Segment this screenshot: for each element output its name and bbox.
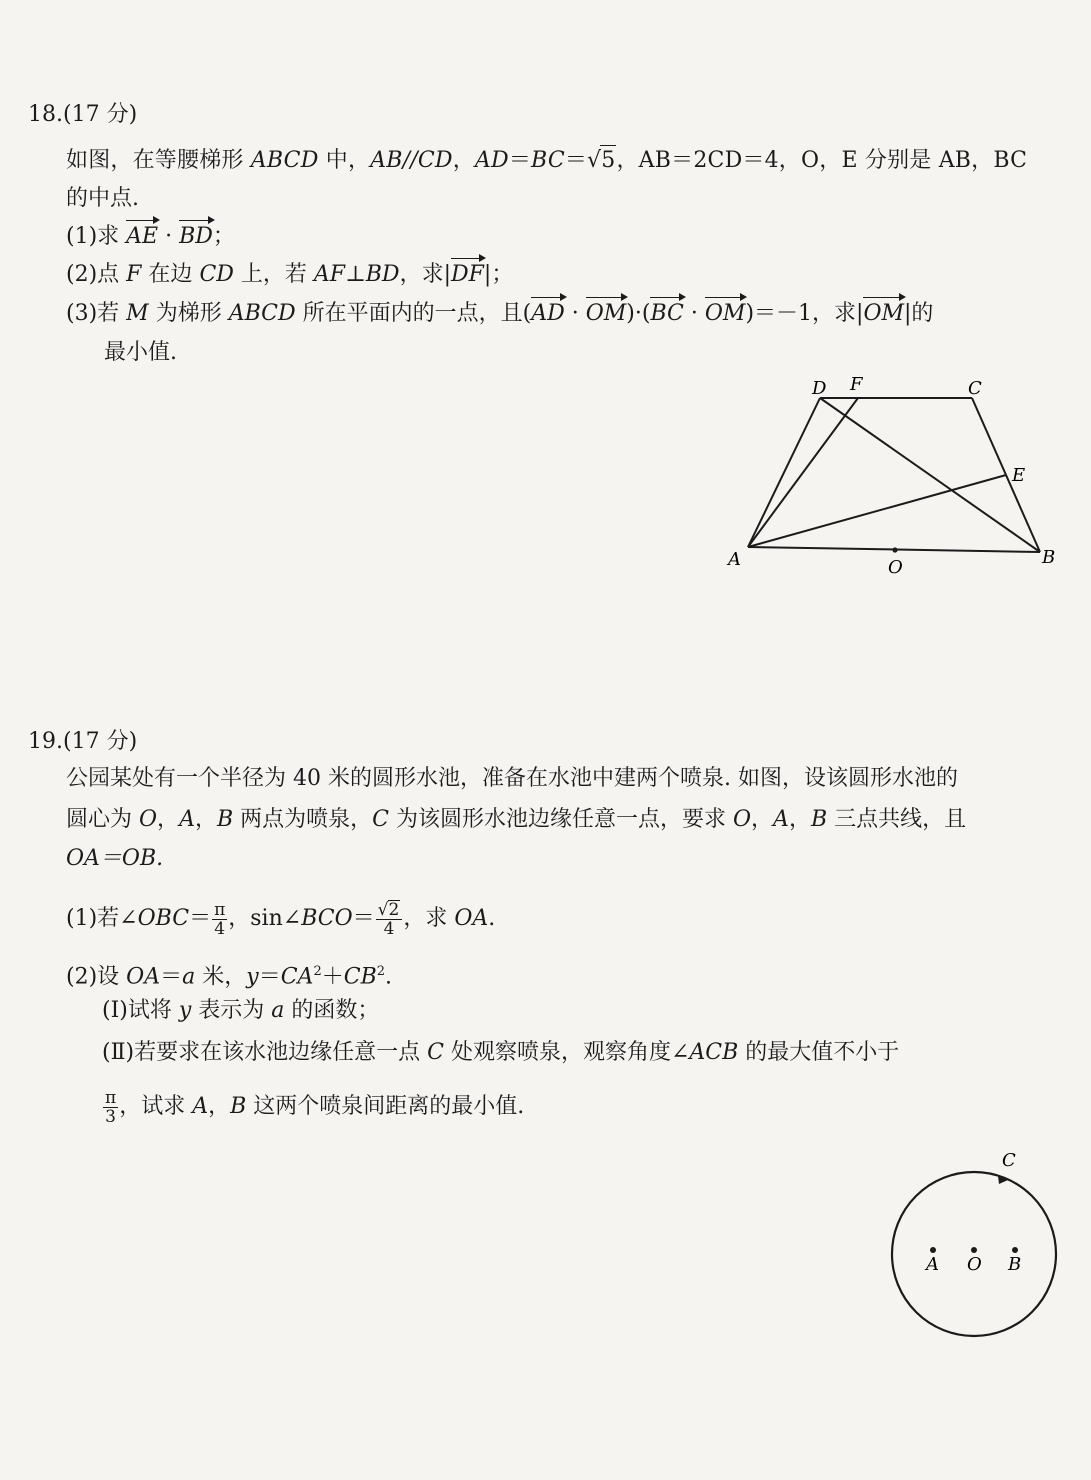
q18-text: )·(	[626, 301, 651, 326]
q19-text: ，	[751, 807, 774, 832]
vector-DF: DF	[451, 260, 484, 290]
q19-text: A	[179, 807, 195, 832]
q19-text: ＝	[352, 906, 375, 931]
label-A: A	[926, 1254, 939, 1275]
q19-part2-ii-cont	[102, 1088, 524, 1126]
q19-text: (1)若∠	[66, 906, 138, 931]
label-D: D	[812, 378, 827, 399]
q19-score: (17 分)	[63, 729, 138, 754]
q19-text: CA	[280, 964, 314, 990]
q19-part2-i	[102, 996, 379, 1026]
q18-text: F	[126, 262, 142, 287]
label-O: O	[888, 557, 903, 578]
q18-text: )＝－1，求|	[745, 301, 864, 326]
label-B: B	[1042, 547, 1056, 568]
circle-pool-figure	[880, 1140, 1070, 1350]
q19-text: 为该圆形水池边缘任意一点，要求	[388, 807, 733, 832]
q19-text: 三点共线，且	[827, 807, 967, 832]
trapezoid-figure	[700, 370, 1080, 590]
q19-text: 处观察喷泉，观察角度∠	[443, 1040, 690, 1065]
q19-text: ，	[157, 807, 180, 832]
edge-AD	[748, 398, 820, 547]
q18-text: (3)若	[66, 301, 127, 326]
q19-text: ，	[194, 807, 217, 832]
q19-text: a	[271, 998, 285, 1023]
q19-text: y	[178, 998, 192, 1023]
point-B	[1012, 1247, 1018, 1253]
q18-text: 上，若	[233, 262, 314, 287]
q19-text: OA	[126, 964, 161, 990]
q19-text: 两点为喷泉，	[233, 807, 373, 832]
q19-text: 的函数；	[284, 998, 380, 1023]
q18-text: ，	[452, 148, 475, 173]
segment-AF	[748, 398, 858, 547]
fraction-sqrt2-over-4	[376, 900, 403, 938]
q18-text: AF⊥BD	[313, 262, 400, 287]
q19-text: a	[182, 964, 196, 990]
dot-operator: ·	[158, 224, 180, 249]
fraction-pi-over-4	[212, 901, 227, 938]
q19-text: ，sin∠	[228, 906, 302, 931]
q18-stem-line2: 的中点.	[66, 186, 139, 211]
q18-part1	[66, 222, 235, 252]
q18-text: 为梯形	[148, 301, 229, 326]
label-A: A	[728, 549, 741, 570]
sqrt-radicand: 2	[388, 900, 400, 920]
dot-operator: ·	[683, 301, 705, 326]
q18-text: ＝√	[564, 148, 602, 173]
fraction-numerator	[376, 900, 403, 920]
segment-AE	[748, 475, 1006, 547]
dot-operator: ·	[564, 301, 586, 326]
q19-part1	[66, 900, 495, 938]
q19-stem-line1: 公园某处有一个半径为 40 米的圆形水池，准备在水池中建两个喷泉. 如图，设该圆形水池的	[66, 766, 958, 791]
q19-text: C	[372, 807, 389, 832]
q19-text: B	[216, 807, 234, 832]
q18-text: ，求|	[399, 262, 451, 287]
vector-BC: BC	[650, 299, 683, 329]
q19-text: ，求	[403, 906, 455, 931]
q19-text: .	[488, 906, 496, 931]
point-O	[971, 1247, 977, 1253]
label-E: E	[1012, 465, 1026, 486]
label-B: B	[1008, 1254, 1022, 1275]
q18-text: (2)点	[66, 262, 127, 287]
q18-text: 中，	[318, 148, 371, 173]
q18-part3-cont: 最小值.	[104, 340, 177, 365]
vector-BD: BD	[179, 222, 213, 252]
q19-text: ACB	[689, 1040, 739, 1065]
vector-AD: AD	[531, 299, 565, 329]
q19-part2	[66, 957, 392, 992]
q19-text: ＝	[160, 964, 183, 990]
q19-text: 表示为	[191, 998, 272, 1023]
q19-text: O	[732, 807, 752, 832]
vector-OM: OM	[705, 299, 746, 329]
label-C: C	[1002, 1150, 1016, 1171]
q18-text: ABCD	[250, 148, 319, 173]
q19-header	[28, 727, 137, 757]
fraction-pi-over-3	[103, 1089, 118, 1126]
superscript: 2	[376, 964, 386, 979]
point-A	[930, 1247, 936, 1253]
q18-text: ；	[212, 224, 235, 249]
q19-stem-line2	[66, 805, 966, 835]
q19-text: B	[230, 1094, 247, 1119]
superscript: 2	[313, 964, 322, 979]
vector-AE: AE	[126, 222, 158, 252]
q18-text: M	[126, 301, 149, 326]
fraction-denominator: 4	[383, 919, 395, 939]
q19-text: ，	[208, 1094, 231, 1119]
q19-text: A	[773, 807, 789, 832]
q18-text: ＝	[508, 148, 532, 173]
q19-stem-line3: OA＝OB.	[66, 846, 164, 871]
q18-stem-line1	[66, 145, 1027, 176]
q18-text: ABCD	[228, 301, 296, 326]
q19-text: ，试求	[119, 1094, 193, 1119]
q18-text: 所在平面内的一点，且(	[295, 301, 532, 326]
q19-text: ＋	[321, 964, 344, 990]
q18-header	[28, 100, 137, 130]
q19-text: ＝	[189, 906, 212, 931]
q18-text: CD	[199, 262, 234, 287]
sqrt-radicand: 5	[600, 145, 616, 176]
q18-score: (17 分)	[63, 102, 138, 127]
fraction-numerator: π	[214, 899, 226, 920]
q18-part2	[66, 260, 513, 290]
q19-text: OA	[454, 906, 489, 931]
q18-number: 18.	[28, 102, 63, 127]
q19-text: O	[139, 807, 158, 832]
fraction-denominator: 3	[105, 1106, 116, 1127]
q19-number: 19.	[28, 729, 63, 754]
q18-text: ，AB＝2CD＝4，O，E 分别是 AB，BC	[616, 148, 1028, 173]
q19-text: C	[427, 1040, 444, 1065]
q19-text: 这两个喷泉间距离的最小值.	[246, 1094, 525, 1119]
q19-text: CB	[343, 964, 377, 990]
q19-text: 米，	[195, 964, 247, 990]
q18-text: AB//CD	[370, 148, 453, 173]
q19-text: OBC	[137, 906, 190, 931]
q18-text: |；	[483, 262, 514, 287]
fraction-denominator: 4	[214, 918, 226, 939]
q18-text: AD	[474, 148, 509, 173]
q19-text: 圆心为	[66, 807, 139, 832]
q19-text: BCO	[301, 906, 353, 931]
vector-OM: OM	[586, 299, 627, 329]
q18-text: BC	[531, 148, 565, 173]
q19-text: (Ⅰ)试将	[102, 998, 179, 1023]
q18-text: 如图，在等腰梯形	[66, 148, 251, 173]
sqrt-sign: √	[377, 900, 389, 920]
q19-text: (2)设	[66, 964, 127, 990]
label-F: F	[850, 374, 863, 395]
vector-OM: OM	[863, 299, 904, 329]
q19-text: B	[810, 807, 828, 832]
label-C: C	[968, 378, 982, 399]
point-O	[892, 547, 897, 552]
q18-part3	[66, 299, 933, 329]
q19-text: A	[192, 1094, 209, 1119]
label-O: O	[967, 1254, 982, 1275]
q19-part2-ii	[102, 1038, 899, 1068]
q19-text: y	[246, 964, 259, 990]
q19-text: (Ⅱ)若要求在该水池边缘任意一点	[102, 1040, 428, 1065]
fraction-numerator: π	[105, 1087, 117, 1108]
q19-text: ＝	[258, 964, 281, 990]
q19-text: 的最大值不小于	[738, 1040, 900, 1065]
q18-text: (1)求	[66, 224, 127, 249]
q19-text: ，	[788, 807, 811, 832]
q18-text: |的	[904, 301, 934, 326]
q18-text: 在边	[141, 262, 200, 287]
q19-text: .	[385, 964, 393, 990]
